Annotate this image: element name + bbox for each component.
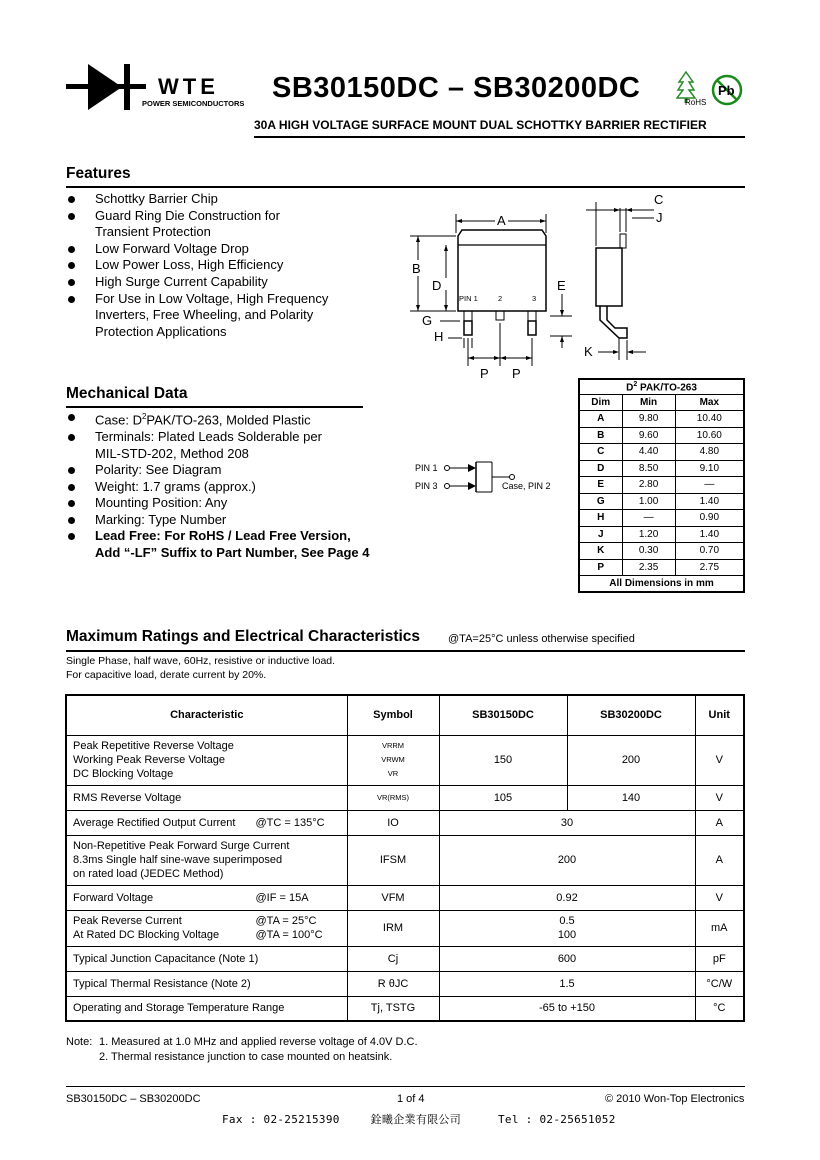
dim-label-e: E: [557, 278, 566, 293]
lead-free-pb-icon: [711, 74, 743, 106]
ratings-note-2: For capacitive load, derate current by 20%.: [66, 669, 267, 681]
rohs-tree-icon: [676, 70, 710, 106]
feature-item: Schottky Barrier Chip: [66, 191, 396, 208]
notes-label: Note:: [66, 1036, 93, 1048]
mechanical-rule: [66, 406, 363, 408]
table-row: C 4.40 4.80: [579, 444, 744, 461]
mechanical-item: Terminals: Plated Leads Solderable per MIL-STD-202, Method 208: [66, 429, 406, 462]
pb-label: Pb: [718, 83, 735, 98]
dim-header: Dim: [579, 394, 622, 411]
note-item: 2. Thermal resistance junction to case mounted on heatsink.: [99, 1050, 393, 1063]
table-row: Peak Repetitive Reverse Voltage Working Peak Reverse Voltage DC Blocking Voltage VRRM VRWM VR 150 200 V: [66, 735, 744, 785]
table-row: RMS Reverse Voltage VR(RMS) 105 140 V: [66, 785, 744, 810]
table-row: D 8.50 9.10: [579, 460, 744, 477]
footer-rule: [66, 1086, 745, 1087]
mechanical-heading: Mechanical Data: [66, 385, 188, 402]
max-header: Max: [675, 394, 744, 411]
table-row: G 1.00 1.40: [579, 493, 744, 510]
table-row: Typical Junction Capacitance (Note 1) Cj 600 pF: [66, 946, 744, 971]
polarity-schematic: [410, 458, 570, 498]
ratings-table: [65, 694, 745, 1022]
pin1-label: PIN 1: [459, 294, 478, 303]
notes-block: [66, 1035, 418, 1064]
rohs-label: RoHS: [685, 98, 707, 106]
dim-label-k: K: [584, 344, 593, 359]
brand-subtitle: POWER SEMICONDUCTORS: [142, 99, 245, 108]
table-row: K 0.30 0.70: [579, 543, 744, 560]
schematic-case: Case, PIN 2: [502, 481, 551, 491]
note-item: 1. Measured at 1.0 MHz and applied reverse voltage of 4.0V D.C.: [99, 1036, 418, 1048]
ratings-rule: [66, 650, 745, 652]
dim-label-h: H: [434, 329, 444, 344]
package-outline-drawing: [400, 188, 670, 380]
dim-label-g: G: [422, 313, 433, 328]
mechanical-list: [66, 409, 406, 562]
pin2-label: 2: [498, 294, 503, 303]
footer-part-range: SB30150DC – SB30200DC: [66, 1093, 201, 1105]
part-title: SB30150DC – SB30200DC: [272, 72, 641, 104]
dim-label-a: A: [497, 213, 506, 228]
footer-contact-line: [222, 1111, 616, 1127]
footer-page-number: 1 of 4: [397, 1093, 425, 1105]
feature-item: Guard Ring Die Construction for Transient Protection: [66, 208, 396, 241]
schematic-pin3: PIN 3: [415, 481, 438, 491]
table-row: H — 0.90: [579, 510, 744, 527]
dim-label-d: D: [432, 278, 442, 293]
dimension-table-title: $D^2$ PAK/TO-263: [579, 379, 744, 394]
dimension-table-footer: All Dimensions in mm: [579, 576, 744, 593]
feature-item: For Use in Low Voltage, High Frequency Inverters, Free Wheeling, and Polarity Protection Applications: [66, 291, 396, 341]
features-heading: Features: [66, 165, 131, 182]
mechanical-item: Marking: Type Number: [66, 512, 406, 529]
table-header-row: Characteristic Symbol SB30150DC SB30200DC Unit: [66, 695, 744, 735]
table-row: Peak Reverse Current @TA = 25°C At Rated DC Blocking Voltage @TA = 100°C IRM 0.5 100 mA: [66, 910, 744, 946]
table-row: P 2.35 2.75: [579, 559, 744, 576]
dim-label-b: B: [412, 261, 421, 276]
footer-fax: Fax : 02-25215390: [222, 1113, 340, 1126]
document-subtitle: 30A HIGH VOLTAGE SURFACE MOUNT DUAL SCHOTTKY BARRIER RECTIFIER: [254, 118, 707, 132]
table-row: Operating and Storage Temperature Range Tj, TSTG -65 to +150 °C: [66, 996, 744, 1021]
dim-label-p1: P: [480, 366, 489, 380]
feature-item: Low Power Loss, High Efficiency: [66, 257, 396, 274]
table-row: Average Rectified Output Current @TC = 135°C IO 30 A: [66, 810, 744, 835]
ratings-note-1: Single Phase, half wave, 60Hz, resistive or inductive load.: [66, 655, 336, 667]
ratings-condition: @TA=25°C unless otherwise specified: [448, 633, 635, 645]
min-header: Min: [622, 394, 675, 411]
header-rule: [254, 136, 745, 138]
feature-item: Low Forward Voltage Drop: [66, 241, 396, 258]
footer-tel: Tel : 02-25651052: [497, 1113, 616, 1126]
dim-label-p2: P: [512, 366, 521, 380]
pin3-label: 3: [532, 294, 537, 303]
table-row: J 1.20 1.40: [579, 526, 744, 543]
table-row: Non-Repetitive Peak Forward Surge Current 8.3ms Single half sine-wave superimposed on rated load (JEDEC Method) IFSM 200 A: [66, 835, 744, 885]
table-row: A 9.80 10.40: [579, 411, 744, 428]
schematic-pin1: PIN 1: [415, 463, 438, 473]
ratings-heading: Maximum Ratings and Electrical Characteristics: [66, 628, 421, 645]
wte-logo-icon: [66, 62, 146, 112]
footer-copyright: © 2010 Won-Top Electronics: [605, 1093, 745, 1105]
mechanical-item: Polarity: See Diagram: [66, 462, 406, 479]
brand-name: WTE: [158, 74, 219, 99]
dimension-table: [578, 378, 745, 593]
dim-label-j: J: [656, 210, 663, 225]
lead-free-item: Lead Free: For RoHS / Lead Free Version, Add “-LF” Suffix to Part Number, See Page 4: [66, 528, 406, 561]
mechanical-item: Case: $D^2PAK/TO-263$, Molded Plastic: [66, 409, 406, 429]
mechanical-item: Weight: 1.7 grams (approx.): [66, 479, 406, 496]
mechanical-item: Mounting Position: Any: [66, 495, 406, 512]
dim-label-c: C: [654, 192, 664, 207]
table-row: Typical Thermal Resistance (Note 2) R θJC 1.5 °C/W: [66, 971, 744, 996]
feature-item: High Surge Current Capability: [66, 274, 396, 291]
table-row: Forward Voltage @IF = 15A VFM 0.92 V: [66, 885, 744, 910]
table-row: B 9.60 10.60: [579, 427, 744, 444]
footer-company: 銓曦企業有限公司: [370, 1113, 462, 1126]
features-list: [66, 191, 396, 340]
table-row: E 2.80 —: [579, 477, 744, 494]
